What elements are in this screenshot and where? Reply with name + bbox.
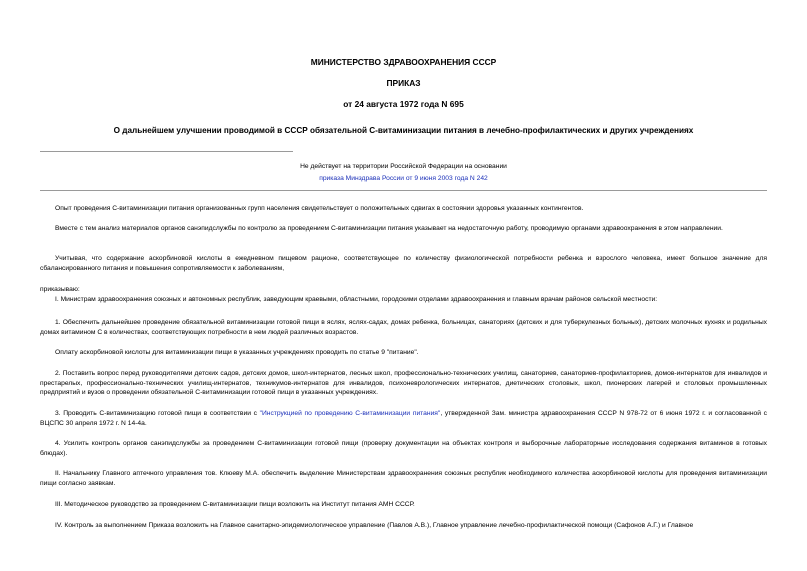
- section-1-intro: I. Министрам здравоохранения союзных и автономных республик, заведующим краевыми, областными, городскими отделами здравоохранения и главным врачам районов сельской местности:: [55, 295, 658, 303]
- document-type: ПРИКАЗ: [386, 78, 421, 88]
- order-word: приказываю:: [40, 286, 80, 293]
- instruction-link[interactable]: "Инструкцией по проведению С-витаминизации питания": [259, 410, 441, 417]
- bottom-divider: [40, 190, 767, 191]
- paragraph-3: Учитывая, что содержание аскорбиновой кислоты в ежедневном пищевом рационе, соответствующее по количеству физиологической потребности ребенка и взрослого человека, имеет большое значение для сбалансированного питания и повышения сопротивляемости к заболеваниям,: [40, 255, 767, 272]
- paragraph-8-start: 3. Проводить С-витаминизацию готовой пищи в соответствии с: [55, 410, 260, 417]
- paragraph-8: [40, 409, 767, 428]
- paragraph-2: Вместе с тем анализ материалов органов санэпидслужбы по контролю за проведением С-витаминизации питания указывает на недостаточную работу, проводимую органами здравоохранения в этом направлении.: [55, 225, 723, 232]
- paragraph-7: 2. Поставить вопрос перед руководителями детских садов, детских домов, школ-интернатов, лесных школ, профессионально-технических училищ, санаториев, санаториев-профилакториев, домов-интернатов для инвалидов и престарелых, профессионально-технических училищ-интернатов, техникумов-интернатов для инвалидов, психоневрологических интернатов, диетических столовых, школ, пионерских лагерей и столовых промышленных предприятий и вузов о проведении обязательной С-витаминизации готовой пищи в указанных учреждениях.: [40, 370, 767, 397]
- paragraph-5: 1. Обеспечить дальнейшее проведение обязательной витаминизации готовой пищи в яслях, яслях-садах, домах ребенка, больницах, санаториях (детских и для туберкулезных больных), детских молочных кухнях и родильных домах витамином С в количествах, соответствующих потребности в нем людей различных возрастов.: [40, 319, 767, 336]
- status-note-link[interactable]: приказа Минздрава России от 9 июня 2003 года N 242: [319, 175, 488, 182]
- paragraph-12: IV. Контроль за выполнением Приказа возложить на Главное санитарно-эпидемиологическое управление (Павлов А.В.), Главное управление лечебно-профилактической помощи (Сафонов А.Г.) и Главное: [55, 522, 694, 529]
- paragraph-6: Оплату аскорбиновой кислоты для витаминизации пищи в указанных учреждениях проводить по статье 9 "питание".: [55, 349, 419, 356]
- paragraph-10: II. Начальнику Главного аптечного управления тов. Клюеву М.А. обеспечить выделение Министерствам здравоохранения союзных республик необходимого количества аскорбиновой кислоты для проведения витаминизации пищи согласно заявкам.: [40, 470, 767, 487]
- ministry-heading: МИНИСТЕРСТВО ЗДРАВООХРАНЕНИЯ СССР: [310, 57, 497, 67]
- paragraph-9: 4. Усилить контроль органов санэпидслужбы за проведением С-витаминизации готовой пищи (проверку документации на объектах контроля и выборочные лабораторные исследования содержания витаминов в готовых блюдах).: [40, 440, 767, 457]
- top-divider: [40, 151, 293, 152]
- paragraph-8-end: , утвержденной Зам. министра здравоохранения СССР N 978-72 от 6 июня 1972 г. и согласованной с ВЦСПС 30 апреля 1972 г. N 14-4а.: [40, 410, 768, 427]
- status-note-line1: Не действует на территории Российской Федерации на основании: [300, 163, 507, 170]
- document-title: О дальнейшем улучшении проводимой в СССР обязательной С-витаминизации питания в лечебно-профилактических и других учреждениях: [113, 126, 694, 135]
- document-date-number: от 24 августа 1972 года N 695: [343, 99, 464, 109]
- paragraph-11: III. Методическое руководство за проведением С-витаминизации пищи возложить на Институт питания АМН СССР.: [55, 501, 415, 508]
- paragraph-4: [40, 285, 767, 304]
- paragraph-1: Опыт проведения С-витаминизации питания организованных групп населения свидетельствует о положительных сдвигах в состоянии здоровья указанных контингентов.: [55, 205, 584, 212]
